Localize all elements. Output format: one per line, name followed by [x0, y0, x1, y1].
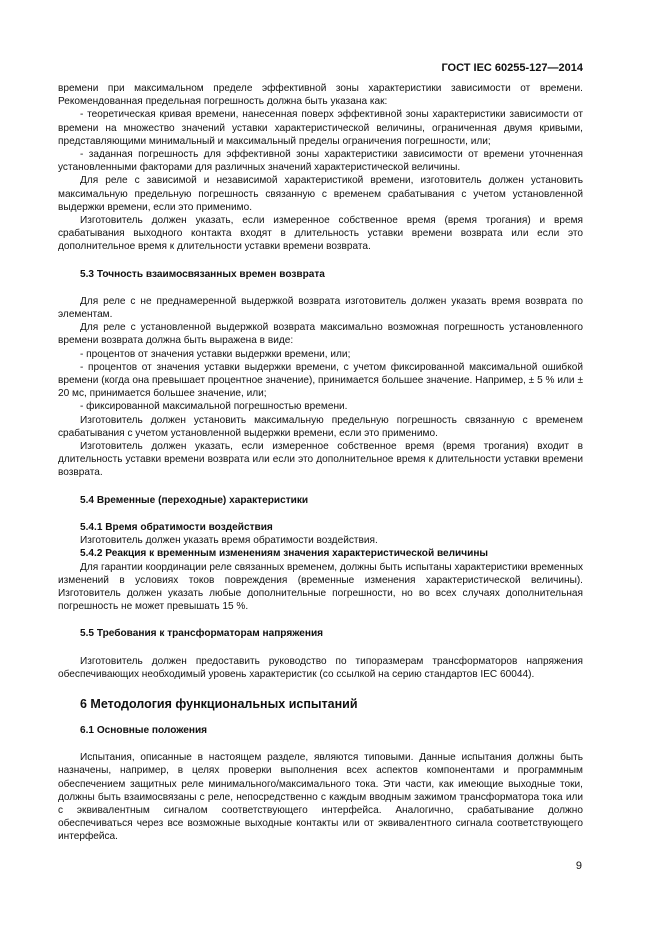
subsection-heading: 5.4 Временные (переходные) характеристики: [80, 494, 309, 506]
paragraph: - процентов от значения уставки выдержки времени, с учетом фиксированной максимальной ошибкой времени (когда она превышает процентное значение), принимается большее значение. Например, ± 5 % или ± 20 мс, принимается большее значение, или;: [58, 361, 583, 400]
paragraph: времени при максимальном пределе эффективной зоны характеристики зависимости от времени. Рекомендованная предельная погрешность должна быть указана как:: [58, 83, 583, 108]
subsection-heading: 5.4.1 Время обратимости воздействия: [80, 521, 273, 533]
paragraph: Испытания, описанные в настоящем разделе, являются типовыми. Данные испытания должны быть назначены, например, в целях проверки выполнения всех аспектов компонентами и программным обеспечением защитных реле минимального/максимального тока. Эти части, как имеющие выходные токи, должны быть взаимосвязаны с реле, непосредственно с каждым вводным зажимом трансформатора тока или с эквивалентным сигналом соответствующего интерфейса. Аналогично, срабатывание должно обеспечиваться через все возможные выходные контакты или от эквивалентного сигнала соответствующего интерфейса.: [58, 752, 583, 843]
subsection-heading: 6.1 Основные положения: [80, 724, 208, 736]
paragraph: - процентов от значения уставки выдержки времени, или;: [80, 348, 351, 360]
paragraph: Изготовитель должен указать, если измеренное собственное время (время трогания) входит в длительность уставки времени возврата или если это дополнительное время к длительности уставки времени возврата.: [58, 441, 583, 479]
document-body: [58, 82, 583, 844]
paragraph: Изготовитель должен предоставить руководство по типоразмерам трансформаторов напряжения обеспечивающих необходимый уровень характеристик (со ссылкой на серию стандартов IEC 60044).: [58, 655, 583, 680]
paragraph: Для гарантии координации реле связанных временем, должны быть испытаны характеристики временных изменений в условиях токов повреждения (временные изменения характеристической величины). Изготовитель должен указать любые дополнительные погрешности, но во всех случаях дополнительная погрешность не может превышать 15 %.: [58, 561, 583, 613]
paragraph: Изготовитель должен указать время обратимости воздействия.: [80, 535, 378, 547]
paragraph: Изготовитель должен указать, если измеренное собственное время (время трогания) и время срабатывания выходного контакта входят в длительность уставки времени возврата или если это дополнительное время к длительности уставки времени возврата.: [58, 215, 583, 253]
subsection-heading: 5.3 Точность взаимосвязанных времен возврата: [80, 268, 325, 280]
paragraph: Для реле с не преднамеренной выдержкой возврата изготовитель должен указать время возврата по элементам.: [58, 295, 583, 321]
document-header: ГОСТ IEC 60255-127—2014: [441, 62, 583, 74]
page-number: 9: [575, 860, 582, 872]
paragraph: Для реле с зависимой и независимой характеристикой времени, изготовитель должен установить максимальную предельную погрешность связанную с временем срабатывания с учетом установленной выдержки времени, если это применимо.: [58, 175, 583, 213]
paragraph: Изготовитель должен установить максимальную предельную погрешность связанную с временем срабатывания с учетом установленной выдержки времени, если это применимо.: [58, 414, 583, 439]
paragraph: - фиксированной максимальной погрешностью времени.: [80, 401, 348, 413]
paragraph: - заданная погрешность для эффективной зоны характеристики зависимости от времени уточненная установленными факторами для различных значений характеристической величины.: [58, 149, 583, 174]
subsection-heading: 5.4.2 Реакция к временным изменениям значения характеристической величины: [80, 548, 489, 560]
paragraph: Для реле с установленной выдержкой возврата максимально возможная погрешность установленного времени возврата должна быть выражена в виде:: [58, 322, 583, 347]
paragraph: - теоретическая кривая времени, нанесенная поверх эффективной зоны характеристики зависимости от времени на множество значений уставки характеристической величины, ограниченная двумя кривыми, представляющими минимальный и максимальный пределы ограничения погрешности, или;: [58, 109, 583, 147]
section-heading: 6 Методология функциональных испытаний: [80, 696, 358, 711]
subsection-heading: 5.5 Требования к трансформаторам напряжения: [80, 628, 324, 640]
